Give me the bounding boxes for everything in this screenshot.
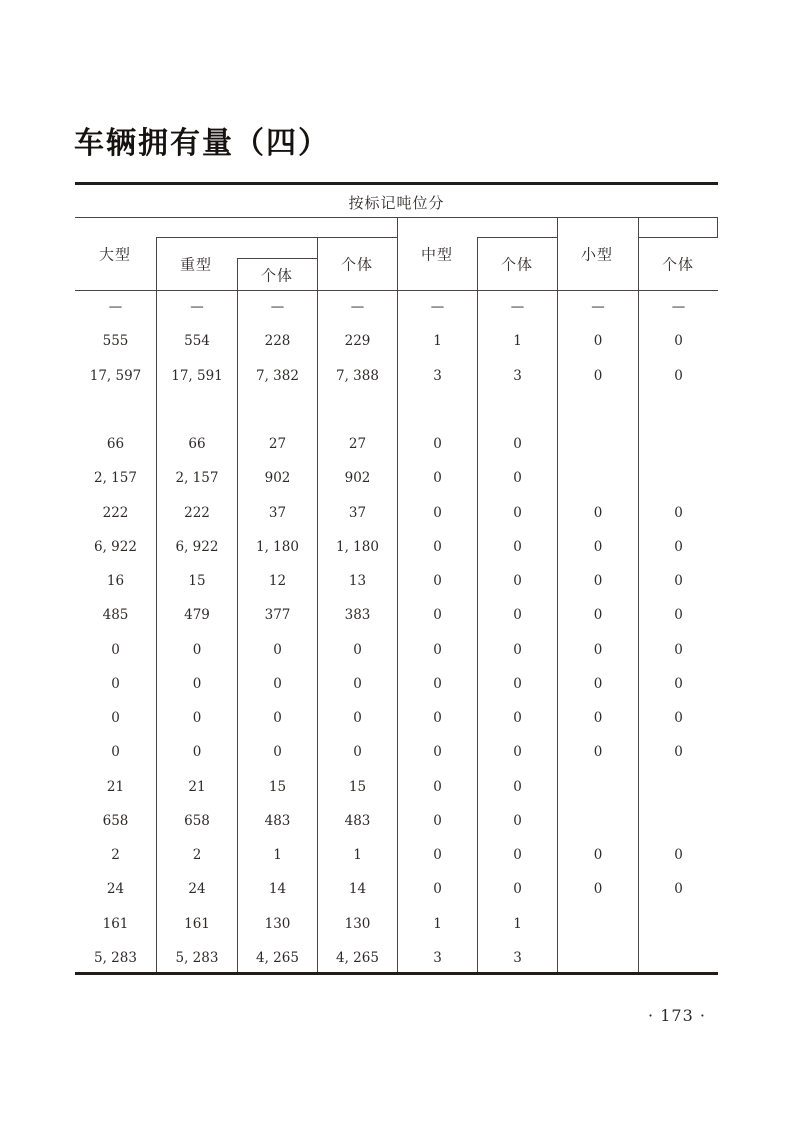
table-cell: 7, 382 [237,359,317,393]
table-cell [557,461,638,495]
table-cell: — [638,290,718,324]
table-cell: 555 [102,333,129,350]
table-cell: 0 [237,633,317,667]
table-cell: 554 [156,324,237,358]
table-cell [397,393,477,427]
table-cell: 4, 265 [237,941,317,975]
table-cell: 0 [397,667,477,701]
table-cell [638,804,718,838]
table-cell: 0 [317,633,397,667]
column-header-individual-3: 个体 [500,255,534,274]
table-cell: 902 [237,461,317,495]
table-cell: 4, 265 [317,941,397,975]
table-cell: — [108,299,123,316]
table-cell: 5, 283 [94,949,137,966]
table-cell: 0 [477,701,557,735]
table-cell: 0 [477,872,557,906]
table-cell: 0 [557,701,638,735]
table-border-line [717,217,718,237]
table-cell: 15 [317,770,397,804]
table-cell: 0 [477,598,557,632]
table-cell: 37 [317,496,397,530]
table-cell: 0 [638,324,718,358]
table-border-line [638,217,639,290]
table-border-line [397,217,398,290]
table-cell [156,393,237,427]
column-header-individual-4: 个体 [661,255,695,274]
table-border-line [237,258,317,259]
page-title: 车辆拥有量（四） [74,126,330,161]
table-cell: 0 [156,735,237,769]
table-span-header: 按标记吨位分 [348,194,445,212]
table-cell: 0 [477,496,557,530]
table-cell: 161 [156,907,237,941]
table-cell: 0 [477,838,557,872]
table-cell: 15 [237,770,317,804]
table-cell: 0 [477,633,557,667]
table-cell: 0 [638,496,718,530]
table-cell: 161 [102,915,129,932]
table-cell: 130 [237,907,317,941]
table-cell: 6, 922 [156,530,237,564]
table-cell: 658 [156,804,237,838]
table-cell [638,427,718,461]
table-cell: 0 [477,530,557,564]
table-cell: 13 [317,564,397,598]
table-cell: 0 [557,496,638,530]
table-cell: 1 [317,838,397,872]
table-cell: 0 [111,641,120,658]
table-cell: 15 [156,564,237,598]
table-cell: 0 [237,701,317,735]
table-cell: 0 [477,564,557,598]
column-header-individual-1: 个体 [260,266,294,285]
table-cell: 0 [397,633,477,667]
table-cell: 2, 157 [94,470,137,487]
table-cell: — [477,290,557,324]
table-cell: 1 [397,324,477,358]
table-cell: 24 [106,881,125,898]
table-body [75,290,718,975]
column-header-small: 小型 [580,245,614,264]
table-border-line [638,237,718,238]
table-cell: 0 [638,633,718,667]
table-cell [638,461,718,495]
table-cell: 27 [317,427,397,461]
table-cell: 0 [557,667,638,701]
table-border-line [237,258,238,290]
table-cell: 0 [477,667,557,701]
table-cell: 902 [317,461,397,495]
table-cell: 0 [557,359,638,393]
table-cell: 66 [106,436,125,453]
table-cell: 16 [106,573,125,590]
table-cell: 1 [397,907,477,941]
vehicle-ownership-table [75,182,718,975]
table-cell: 14 [237,872,317,906]
table-cell: 0 [557,633,638,667]
table-cell: 0 [397,427,477,461]
table-cell [477,393,557,427]
table-cell: 0 [156,633,237,667]
table-cell: 0 [557,598,638,632]
table-cell: 0 [111,675,120,692]
table-cell: 0 [397,804,477,838]
table-cell: 0 [397,598,477,632]
table-cell: 0 [477,735,557,769]
table-cell: 485 [102,607,129,624]
table-cell [317,393,397,427]
table-top-rule [75,182,718,185]
table-cell: 0 [237,735,317,769]
table-cell: 228 [237,324,317,358]
table-cell: 0 [477,804,557,838]
table-cell: 0 [397,770,477,804]
table-cell: 0 [397,735,477,769]
page-number: · 173 · [648,1006,706,1025]
table-border-line [477,237,557,238]
table-cell [557,907,638,941]
table-border-line [557,217,558,290]
table-cell: 0 [397,461,477,495]
table-cell: 0 [557,324,638,358]
column-header-large: 大型 [98,245,132,264]
table-cell: 17, 597 [89,367,142,384]
table-cell: 222 [156,496,237,530]
table-cell: 479 [156,598,237,632]
table-cell [237,393,317,427]
table-cell: 17, 591 [156,359,237,393]
table-cell: 37 [237,496,317,530]
table-cell: 2, 157 [156,461,237,495]
table-cell: 0 [237,667,317,701]
table-cell: 0 [557,735,638,769]
table-cell [557,427,638,461]
table-cell: 12 [237,564,317,598]
table-cell: 383 [317,598,397,632]
table-cell: 0 [397,838,477,872]
table-cell: 0 [317,735,397,769]
table-cell: 0 [638,735,718,769]
column-header-medium: 中型 [420,245,454,264]
table-cell: 21 [156,770,237,804]
table-cell: 0 [638,667,718,701]
table-cell [75,393,156,427]
table-cell: — [317,290,397,324]
table-cell: — [397,290,477,324]
table-cell: 0 [111,710,120,727]
table-border-line [156,237,397,238]
table-cell: 0 [397,530,477,564]
table-cell [638,770,718,804]
table-border-line [477,237,478,290]
column-header-heavy: 重型 [179,255,213,274]
table-cell: 0 [638,530,718,564]
table-cell [638,941,718,975]
table-cell: 0 [638,872,718,906]
table-cell: 0 [477,461,557,495]
table-cell: 1, 180 [317,530,397,564]
table-cell: 222 [102,504,129,521]
table-cell: 0 [477,427,557,461]
table-cell: 66 [156,427,237,461]
table-cell: 0 [638,359,718,393]
table-cell: 0 [317,701,397,735]
table-cell: 1 [477,324,557,358]
table-cell: 0 [557,872,638,906]
table-cell: 3 [477,941,557,975]
table-cell: 27 [237,427,317,461]
table-cell: 24 [156,872,237,906]
table-cell: 14 [317,872,397,906]
table-cell: 0 [397,564,477,598]
table-cell: 21 [106,778,125,795]
table-cell: 377 [237,598,317,632]
column-header-individual-2: 个体 [340,255,374,274]
table-cell: 483 [237,804,317,838]
table-cell: 0 [477,770,557,804]
table-cell: 1, 180 [237,530,317,564]
table-cell: 0 [557,564,638,598]
table-cell: 3 [397,359,477,393]
table-cell: 658 [102,812,129,829]
table-cell [557,393,638,427]
table-cell: 0 [638,598,718,632]
table-cell: 0 [557,838,638,872]
table-cell: 5, 283 [156,941,237,975]
table-cell: 0 [156,701,237,735]
table-cell: 0 [111,744,120,761]
table-cell: 3 [397,941,477,975]
table-cell: 0 [317,667,397,701]
table-cell: 0 [156,667,237,701]
table-cell: 1 [237,838,317,872]
table-border-line [317,237,318,290]
table-cell [557,804,638,838]
table-bottom-rule [75,972,718,975]
table-cell [638,907,718,941]
table-cell: 3 [477,359,557,393]
table-border-line [156,237,157,290]
table-cell: 229 [317,324,397,358]
table-cell [638,393,718,427]
table-cell: 0 [397,496,477,530]
table-cell: 0 [638,838,718,872]
table-cell: 0 [638,564,718,598]
table-cell: 130 [317,907,397,941]
table-cell: 0 [557,530,638,564]
table-cell: — [237,290,317,324]
table-cell: 0 [638,701,718,735]
table-cell: 2 [111,847,120,864]
table-cell: 0 [397,701,477,735]
table-cell [557,941,638,975]
table-cell: 0 [397,872,477,906]
table-cell: 483 [317,804,397,838]
table-cell: — [557,290,638,324]
table-cell: 2 [156,838,237,872]
table-cell: 7, 388 [317,359,397,393]
table-cell: — [156,290,237,324]
table-cell: 6, 922 [94,538,137,555]
table-cell [557,770,638,804]
table-cell: 1 [477,907,557,941]
